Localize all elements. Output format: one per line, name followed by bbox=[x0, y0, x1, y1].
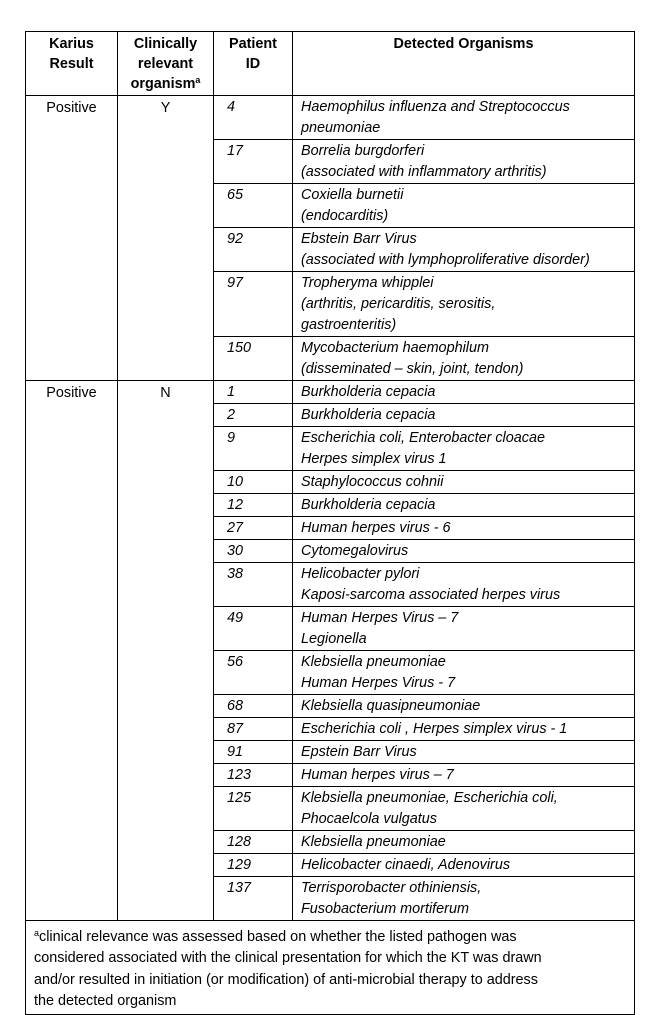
patient-id-cell: 9 bbox=[214, 427, 293, 471]
organism-line: Herpes simplex virus 1 bbox=[301, 451, 447, 467]
organism-line: Borrelia burgdorferi bbox=[301, 143, 425, 159]
organism-line: Epstein Barr Virus bbox=[301, 744, 417, 760]
organism-line: Staphylococcus cohnii bbox=[301, 474, 444, 490]
organism-line: Haemophilus influenza and Streptococcus bbox=[301, 99, 570, 115]
patient-id-cell: 128 bbox=[214, 831, 293, 854]
organism-line: Human Herpes Virus - 7 bbox=[301, 675, 456, 691]
patient-id-cell: 4 bbox=[214, 96, 293, 140]
organism-line: Terrisporobacter othiniensis, bbox=[301, 880, 482, 896]
detected-organisms-cell bbox=[293, 427, 635, 471]
detected-organisms-cell bbox=[293, 381, 635, 404]
patient-id-cell: 97 bbox=[214, 272, 293, 337]
organism-line: (associated with lymphoproliferative disorder) bbox=[301, 252, 590, 268]
detected-organisms-cell bbox=[293, 607, 635, 651]
detected-organisms-cell bbox=[293, 831, 635, 854]
organism-line: Kaposi-sarcoma associated herpes virus bbox=[301, 587, 561, 603]
organism-line: Human herpes virus – 7 bbox=[301, 767, 454, 783]
organism-line: Helicobacter pylori bbox=[301, 566, 420, 582]
organism-line: Fusobacterium mortiferum bbox=[301, 901, 469, 917]
patient-id-cell: 87 bbox=[214, 718, 293, 741]
detected-organisms-cell bbox=[293, 695, 635, 718]
detected-organisms-cell bbox=[293, 741, 635, 764]
organism-line: Legionella bbox=[301, 631, 367, 647]
patient-id-cell: 38 bbox=[214, 563, 293, 607]
organism-line: (disseminated – skin, joint, tendon) bbox=[301, 361, 524, 377]
header-detected-organisms: Detected Organisms bbox=[293, 32, 635, 96]
patient-id-cell: 150 bbox=[214, 337, 293, 381]
organism-line: gastroenteritis) bbox=[301, 317, 397, 333]
detected-organisms-cell bbox=[293, 517, 635, 540]
detected-organisms-cell bbox=[293, 877, 635, 921]
patient-id-cell: 30 bbox=[214, 540, 293, 563]
organism-line: Helicobacter cinaedi, Adenovirus bbox=[301, 857, 511, 873]
patient-id-cell: 10 bbox=[214, 471, 293, 494]
organism-line: Burkholderia cepacia bbox=[301, 407, 436, 423]
organism-line: Klebsiella pneumoniae bbox=[301, 834, 446, 850]
organism-line: Mycobacterium haemophilum bbox=[301, 340, 489, 356]
patient-id-cell: 27 bbox=[214, 517, 293, 540]
organism-line: (arthritis, pericarditis, serositis, bbox=[301, 296, 496, 312]
detected-organisms-cell bbox=[293, 404, 635, 427]
organism-line: Klebsiella quasipneumoniae bbox=[301, 698, 481, 714]
organism-line: pneumoniae bbox=[301, 120, 381, 136]
footnote-row bbox=[26, 921, 635, 1015]
patient-id-cell: 1 bbox=[214, 381, 293, 404]
patient-id-cell: 56 bbox=[214, 651, 293, 695]
organism-line: Escherichia coli , Herpes simplex virus - 1 bbox=[301, 721, 568, 737]
detected-organisms-cell bbox=[293, 494, 635, 517]
organism-line: Phocaelcola vulgatus bbox=[301, 811, 438, 827]
detected-organisms-cell bbox=[293, 764, 635, 787]
karius-result-cell: Positive bbox=[26, 381, 118, 921]
organism-line: Escherichia coli, Enterobacter cloacae bbox=[301, 430, 545, 446]
footnote-marker: a bbox=[195, 75, 201, 85]
patient-id-cell: 129 bbox=[214, 854, 293, 877]
patient-id-cell: 137 bbox=[214, 877, 293, 921]
detected-organisms-cell bbox=[293, 337, 635, 381]
organism-line: Human Herpes Virus – 7 bbox=[301, 610, 459, 626]
patient-id-cell: 49 bbox=[214, 607, 293, 651]
detected-organisms-cell bbox=[293, 718, 635, 741]
organism-line: Burkholderia cepacia bbox=[301, 384, 436, 400]
organism-line: Human herpes virus - 6 bbox=[301, 520, 451, 536]
detected-organisms-cell bbox=[293, 228, 635, 272]
detected-organisms-cell bbox=[293, 184, 635, 228]
detected-organisms-cell bbox=[293, 651, 635, 695]
organism-line: Coxiella burnetii bbox=[301, 187, 404, 203]
organism-line: Klebsiella pneumoniae bbox=[301, 654, 446, 670]
patient-id-cell: 12 bbox=[214, 494, 293, 517]
detected-organisms-cell bbox=[293, 563, 635, 607]
header-row bbox=[26, 32, 635, 96]
header-karius-result: Karius Result bbox=[26, 32, 118, 96]
detected-organisms-table bbox=[25, 31, 635, 1015]
detected-organisms-cell bbox=[293, 471, 635, 494]
organism-line: Ebstein Barr Virus bbox=[301, 231, 417, 247]
detected-organisms-cell bbox=[293, 787, 635, 831]
organism-line: Cytomegalovirus bbox=[301, 543, 409, 559]
karius-result-cell: Positive bbox=[26, 96, 118, 381]
patient-id-cell: 91 bbox=[214, 741, 293, 764]
table-row bbox=[26, 96, 635, 140]
detected-organisms-cell bbox=[293, 540, 635, 563]
detected-organisms-cell bbox=[293, 272, 635, 337]
detected-organisms-cell bbox=[293, 140, 635, 184]
table-body bbox=[26, 96, 635, 921]
clinically-relevant-cell: N bbox=[118, 381, 214, 921]
header-clinically-relevant: Clinically relevant organism$^a$ bbox=[118, 32, 214, 96]
patient-id-cell: 2 bbox=[214, 404, 293, 427]
header-patient-id: Patient ID bbox=[214, 32, 293, 96]
patient-id-cell: 17 bbox=[214, 140, 293, 184]
organism-line: (endocarditis) bbox=[301, 208, 389, 224]
organism-line: Burkholderia cepacia bbox=[301, 497, 436, 513]
patient-id-cell: 92 bbox=[214, 228, 293, 272]
organism-line: (associated with inflammatory arthritis) bbox=[301, 164, 547, 180]
organism-table-container bbox=[25, 31, 634, 1015]
organism-line: Tropheryma whipplei bbox=[301, 275, 434, 291]
patient-id-cell: 68 bbox=[214, 695, 293, 718]
detected-organisms-cell bbox=[293, 854, 635, 877]
patient-id-cell: 123 bbox=[214, 764, 293, 787]
clinically-relevant-cell: Y bbox=[118, 96, 214, 381]
footnote: $^a$clinical relevance was assessed based on whether the listed pathogen was considered associated with the clinical presentation for which the KT was drawn and/or resulted in initiation (or modification) of anti-microbial therapy to address the detected organism bbox=[26, 921, 635, 1015]
patient-id-cell: 65 bbox=[214, 184, 293, 228]
patient-id-cell: 125 bbox=[214, 787, 293, 831]
organism-line: Klebsiella pneumoniae, Escherichia coli, bbox=[301, 790, 558, 806]
detected-organisms-cell bbox=[293, 96, 635, 140]
table-row bbox=[26, 381, 635, 404]
